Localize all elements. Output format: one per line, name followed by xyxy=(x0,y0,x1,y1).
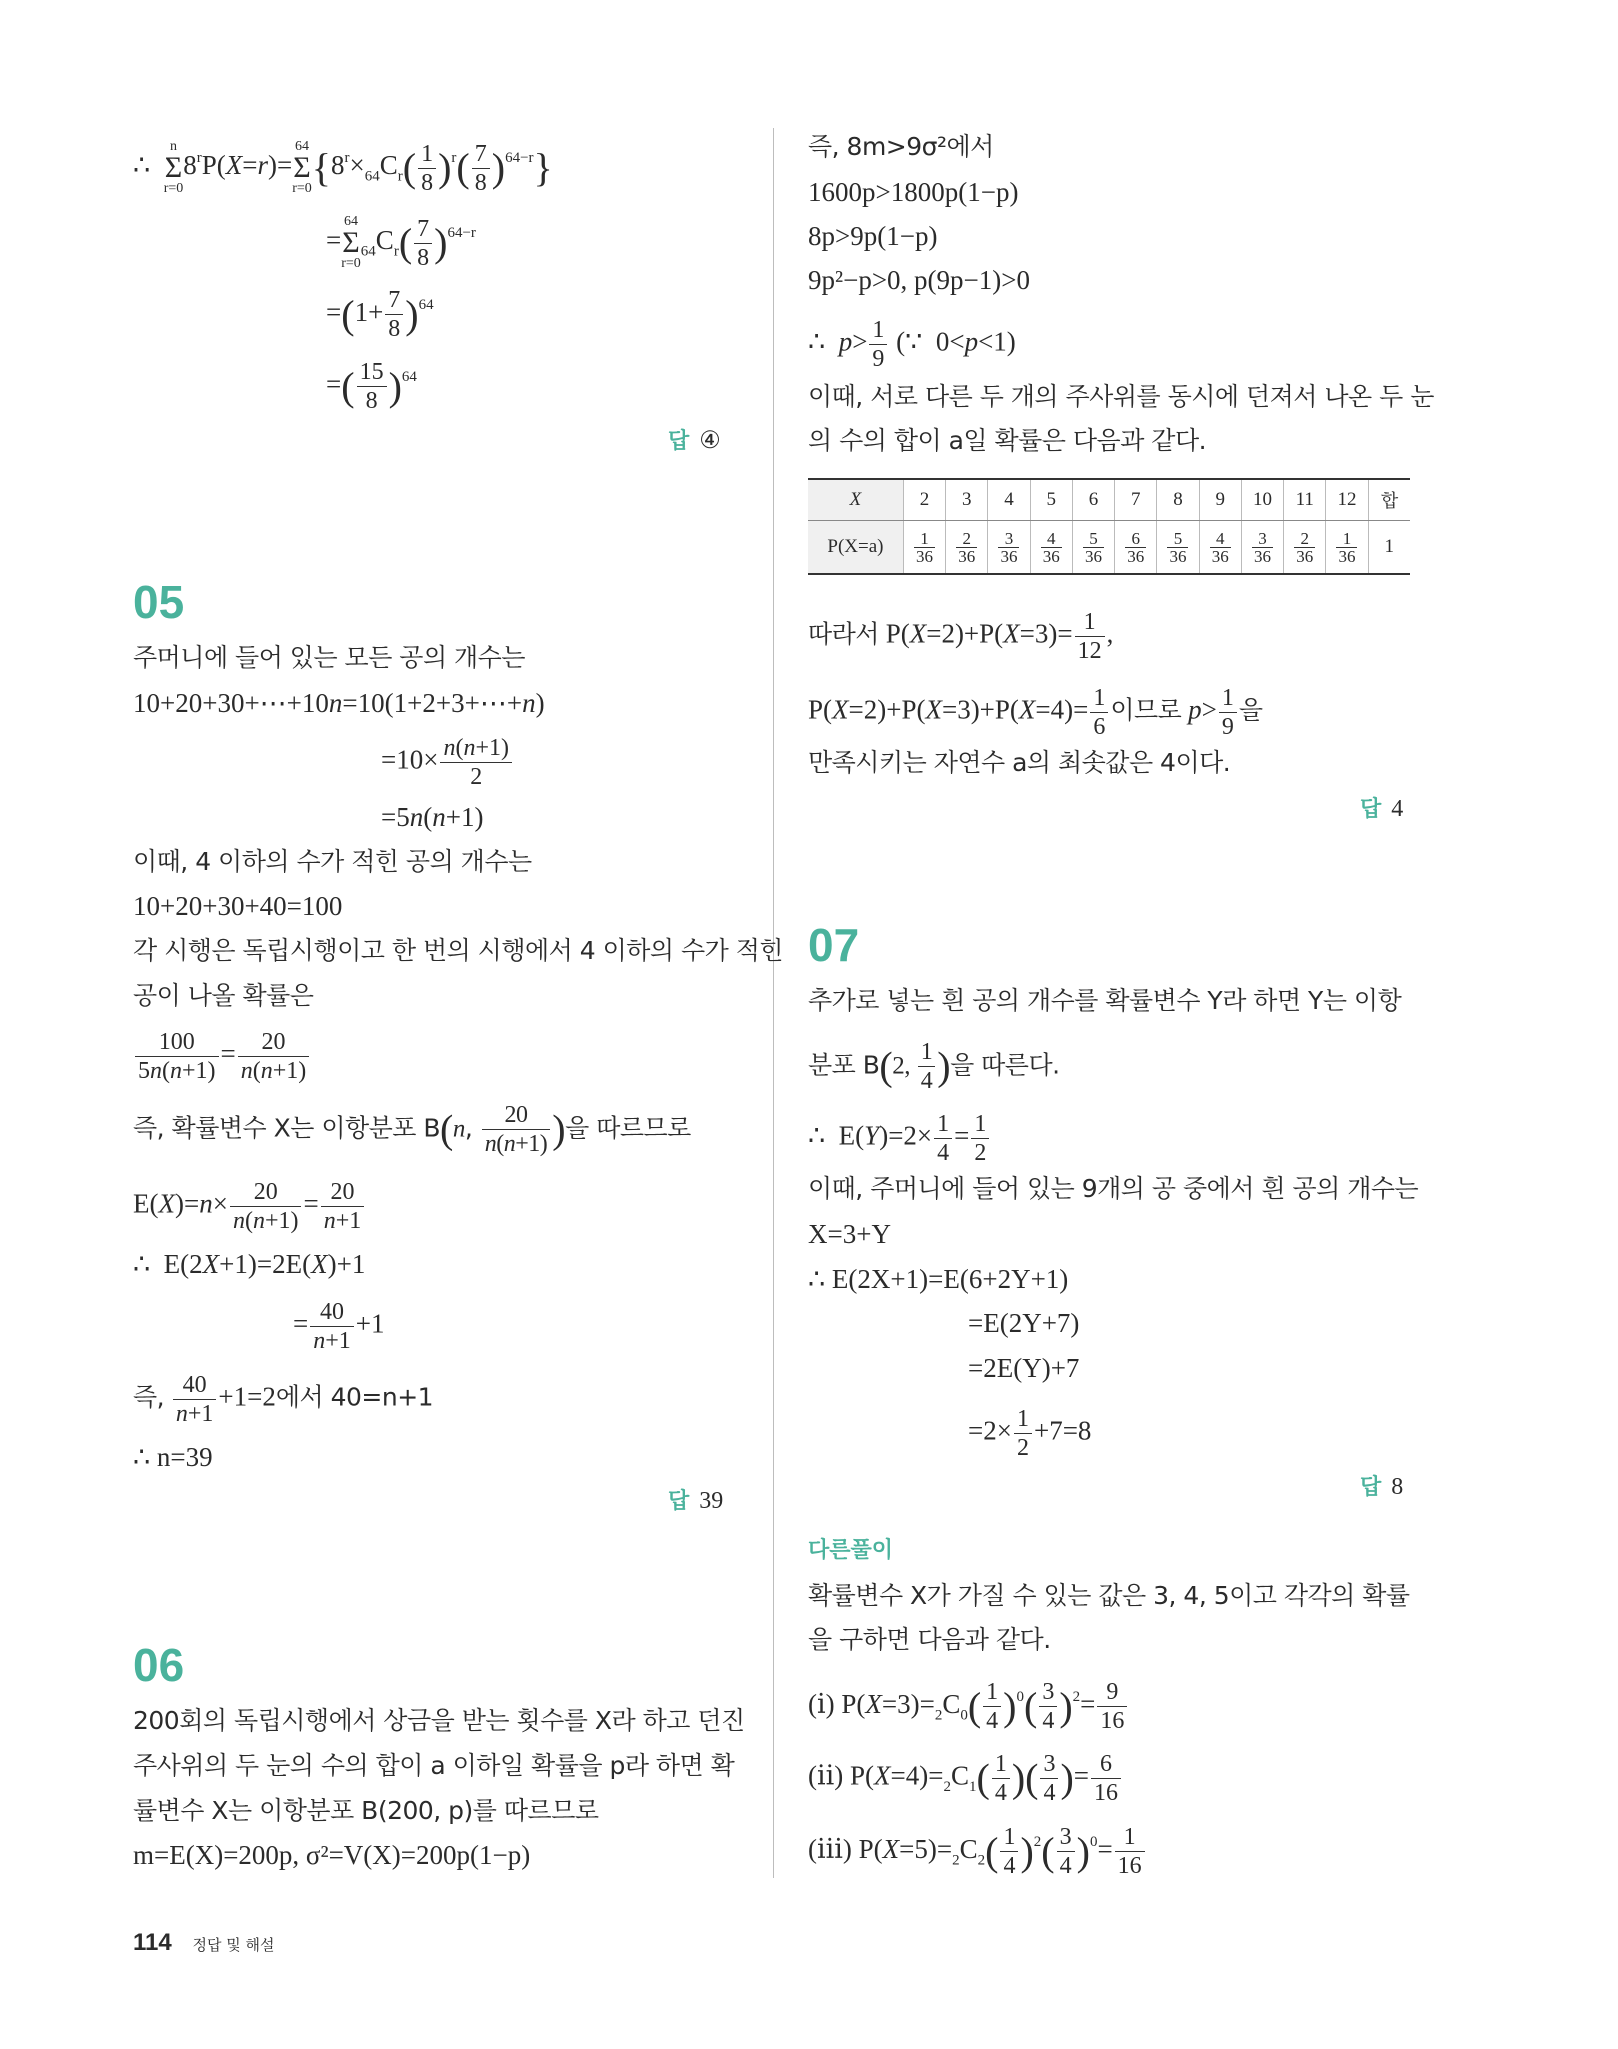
page-footer xyxy=(133,1926,274,1957)
p06-right-1: 즉, 8m>9σ²에서 xyxy=(808,132,994,161)
p07-eq-1: ∴ E(Y)=2× $\frac{1}{4}$ = $\frac{1}{2}$ xyxy=(808,1112,991,1165)
p05-eq-8: 즉, $\frac{40}{n+1}$ +1=2에서 40=n+1 xyxy=(133,1372,434,1427)
alt-text-1: 확률변수 X가 가질 수 있는 값은 3, 4, 5이고 각각의 확률 xyxy=(808,1581,1410,1610)
p06-right-2: 1600p>1800p(1−p) xyxy=(808,177,1019,207)
p06-right-9: P(X=2)+P(X=3)+P(X=4)= $\frac{1}{6}$ 이므로 p> $\frac{1}{9}$ 을 xyxy=(808,685,1263,740)
p06-right-8: 따라서 P(X=2)+P(X=3)= $\frac{1}{12}$ , xyxy=(808,609,1114,664)
p05-text-3: 10+20+30+40=100 xyxy=(133,891,343,921)
alt-eq-3: (ⅲ) $P(X=5)=_2C_2$( $\frac{1}{4}$ )$^2$( $\frac{3}{4}$ )$^0$= $\frac{1}{16}$ xyxy=(808,1825,1147,1878)
table-cell: 8 xyxy=(1157,479,1199,521)
table-cell: 2 xyxy=(903,479,945,521)
alt-eq-2: (ⅱ) $P(X=4)=_2C_1$( $\frac{1}{4}$ )( $\frac{3}{4}$ )= $\frac{6}{16}$ xyxy=(808,1752,1123,1805)
p05-eq-3: =5n(n+1) xyxy=(381,802,484,832)
p05-eq-9: ∴ n=39 xyxy=(133,1442,213,1472)
p05-eq-2: =10× $\frac{n(n+1)}{2}$ xyxy=(381,736,514,789)
p04-answer: 답 ④ xyxy=(668,428,721,454)
p05-text-5: 공이 나올 확률은 xyxy=(133,981,314,1010)
table-cell: $\frac{2}{36}$ xyxy=(1284,521,1326,575)
alt-solution-title: 다른풀이 xyxy=(808,1538,894,1563)
p06-number: 06 xyxy=(133,1639,185,1691)
p07-number: 07 xyxy=(808,919,860,971)
p05-eq-1: 10+20+30+⋯+10n=10(1+2+3+⋯+n) xyxy=(133,688,545,718)
column-divider xyxy=(773,128,774,1878)
p07-text-3: 이때, 주머니에 들어 있는 9개의 공 중에서 흰 공의 개수는 xyxy=(808,1174,1419,1203)
table-cell: 6 xyxy=(1072,479,1114,521)
p05-text-1: 주머니에 들어 있는 모든 공의 개수는 xyxy=(133,643,525,672)
table-cell: 5 xyxy=(1030,479,1072,521)
p07-text-2: 분포 B(2, $\frac{1}{4}$ )을 따른다. xyxy=(808,1039,1060,1094)
alt-text-2: 을 구하면 다음과 같다. xyxy=(808,1625,1051,1654)
p04-sum-line2: =64 Σ $r=0_{64}C_r$( $\frac{7}{8}$ )$^{64-r}$ xyxy=(326,214,476,271)
alt-eq-1: (ⅰ) $P(X=3)=_2C_0$( $\frac{1}{4}$ )$^0$( $\frac{3}{4}$ )$^2$= $\frac{9}{16}$ xyxy=(808,1680,1129,1733)
p07-eq-6: =2× $\frac{1}{2}$ +7=8 xyxy=(968,1406,1092,1461)
table-cell-sum: 1 xyxy=(1368,521,1410,575)
table-cell: $\frac{4}{36}$ xyxy=(1030,521,1072,575)
p05-answer: 답 39 xyxy=(668,1488,724,1514)
p04-sum-line3: =(1+ $\frac{7}{8}$ )$^{64}$ xyxy=(326,287,434,343)
table-row-prob xyxy=(808,521,1410,575)
p06-right-4: 9p²−p>0, p(9p−1)>0 xyxy=(808,265,1030,295)
table-cell: $\frac{5}{36}$ xyxy=(1072,521,1114,575)
probability-table xyxy=(808,478,1410,575)
p06-text-4: m=E(X)=200p, σ²=V(X)=200p(1−p) xyxy=(133,1840,531,1870)
p07-eq-3: ∴ E(2X+1)=E(6+2Y+1) xyxy=(808,1264,1069,1294)
table-cell: $\frac{2}{36}$ xyxy=(946,521,988,575)
table-cell: $\frac{5}{36}$ xyxy=(1157,521,1199,575)
p05-eq-6: ∴ E(2X+1)=2E(X)+1 xyxy=(133,1249,366,1279)
table-cell: $\frac{3}{36}$ xyxy=(988,521,1030,575)
table-cell: $\frac{1}{36}$ xyxy=(903,521,945,575)
p05-text-6: 즉, 확률변수 X는 이항분포 B(n, $\frac{20}{n(n+1)}$ )을 따르므로 xyxy=(133,1102,691,1157)
table-head-prob: P(X=a) xyxy=(808,521,903,575)
p07-eq-2: X=3+Y xyxy=(808,1219,891,1249)
table-cell: 9 xyxy=(1199,479,1241,521)
table-cell: 7 xyxy=(1115,479,1157,521)
p05-eq-7: = $\frac{40}{n+1}$ +1 xyxy=(293,1299,385,1354)
table-cell: 10 xyxy=(1241,479,1283,521)
p05-text-2: 이때, 4 이하의 수가 적힌 공의 개수는 xyxy=(133,847,532,876)
table-cell: $\frac{4}{36}$ xyxy=(1199,521,1241,575)
p06-text-3: 률변수 X는 이항분포 B(200, p)를 따르므로 xyxy=(133,1796,599,1825)
p06-right-6: 이때, 서로 다른 두 개의 주사위를 동시에 던져서 나온 두 눈 xyxy=(808,382,1434,411)
p04-sum-line4: =( $\frac{15}{8}$ )$^{64}$ xyxy=(326,359,417,415)
p05-eq-4: $\frac{100}{5n(n+1)}$ = $\frac{20}{n(n+1)}$ xyxy=(133,1030,311,1083)
p07-eq-4: =E(2Y+7) xyxy=(968,1308,1080,1338)
p06-right-5: ∴ p> $\frac{1}{9}$ (∵ 0<p<1) xyxy=(808,317,1016,372)
p07-answer: 답 8 xyxy=(1360,1474,1404,1500)
table-cell: 11 xyxy=(1284,479,1326,521)
table-head-sum: 합 xyxy=(1368,479,1410,521)
table-row-x xyxy=(808,479,1410,521)
p07-text-1: 추가로 넣는 흰 공의 개수를 확률변수 Y라 하면 Y는 이항 xyxy=(808,986,1402,1015)
footer-title: 정답 및 해설 xyxy=(192,1936,275,1954)
table-head-x: X xyxy=(808,479,903,521)
p06-answer: 답 4 xyxy=(1360,796,1404,822)
table-cell: $\frac{1}{36}$ xyxy=(1326,521,1368,575)
table-cell: $\frac{6}{36}$ xyxy=(1115,521,1157,575)
p05-number: 05 xyxy=(133,576,185,628)
table-cell: 12 xyxy=(1326,479,1368,521)
p07-eq-5: =2E(Y)+7 xyxy=(968,1353,1080,1383)
p06-text-2: 주사위의 두 눈의 수의 합이 a 이하일 확률을 p라 하면 확 xyxy=(133,1751,735,1780)
page-number: 114 xyxy=(133,1929,172,1956)
p06-right-10: 만족시키는 자연수 a의 최솟값은 4이다. xyxy=(808,748,1231,777)
p06-text-1: 200회의 독립시행에서 상금을 받는 횟수를 X라 하고 던진 xyxy=(133,1706,745,1735)
p05-eq-5: E(X)=n× $\frac{20}{n(n+1)}$ = $\frac{20}{n+1}$ xyxy=(133,1180,366,1233)
p06-right-3: 8p>9p(1−p) xyxy=(808,221,938,251)
p06-right-7: 의 수의 합이 a일 확률은 다음과 같다. xyxy=(808,426,1207,455)
table-cell: $\frac{3}{36}$ xyxy=(1241,521,1283,575)
table-cell: 3 xyxy=(946,479,988,521)
p04-sum-line1: ∴ n Σ $r=08^rP(X=r)=64$ Σ $r=0\{8^r\times_{64}C_r$( $\frac{1}{8}$ )$^r$( $\frac{7}{8}$ )$^{64-r}$} xyxy=(133,139,553,196)
table-cell: 4 xyxy=(988,479,1030,521)
p05-text-4: 각 시행은 독립시행이고 한 번의 시행에서 4 이하의 수가 적힌 xyxy=(133,936,784,965)
